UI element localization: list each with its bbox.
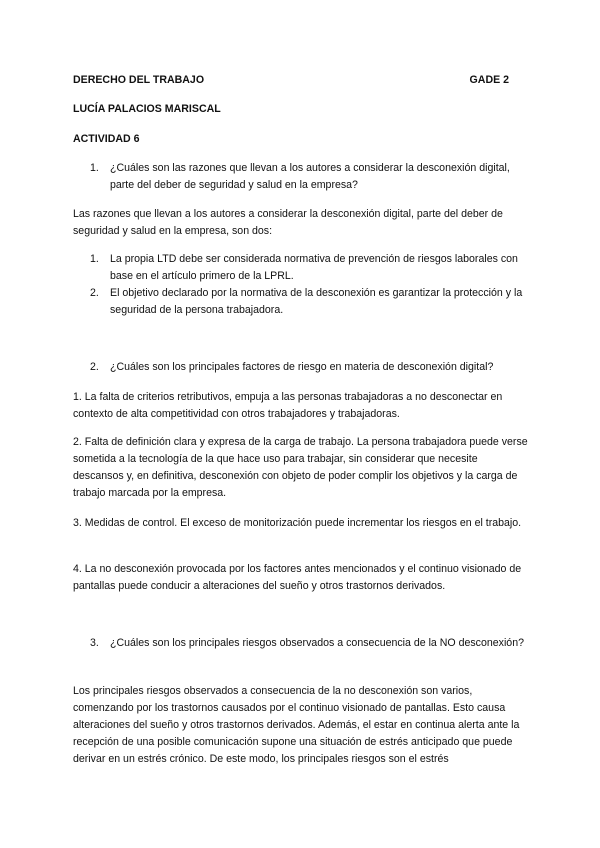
answer-2-paragraph: 1. La falta de criterios retributivos, empuja a las personas trabajadoras a no desconectar en contexto de alta competitividad con otros trabajadores y trabajadoras. <box>73 391 503 420</box>
answer-2-paragraph: 4. La no desconexión provocada por los factores antes mencionados y el continuo visionado de pantallas puede conducir a alteraciones del sueño y otros trastornos derivados. <box>73 563 522 592</box>
group-label: GADE 2 <box>469 74 509 86</box>
subject-title: DERECHO DEL TRABAJO <box>73 74 205 86</box>
question-3-text: ¿Cuáles son los principales riesgos observados a consecuencia de la NO desconexión? <box>110 637 524 649</box>
author-name: LUCÍA PALACIOS MARISCAL <box>73 103 221 115</box>
question-1-text: ¿Cuáles son las razones que llevan a los autores a considerar la desconexión digital, parte del deber de seguridad y salud en la empresa? <box>110 162 510 191</box>
document-header <box>73 72 509 89</box>
question-3-number: 3. <box>90 637 99 649</box>
question-2 <box>73 359 528 376</box>
list-item-number: 2. <box>90 287 99 299</box>
answer-2-paragraph: 3. Medidas de control. El exceso de monitorización puede incrementar los riesgos en el trabajo. <box>73 517 522 529</box>
answer-1-list <box>73 251 528 319</box>
activity-title: ACTIVIDAD 6 <box>73 133 140 145</box>
answer-3-text: Los principales riesgos observados a consecuencia de la no desconexión son varios, comenzando por los trastornos causados por el continuo visionado de pantallas. Esto causa alteraciones del sueño y otros trastornos derivados. Además, el estar en continua alerta ante la recepción de una posible comunicación supone una situación de estrés anticipado que puede derivar en un estrés crónico. De este modo, los principales riesgos son el estrés <box>73 685 520 765</box>
list-item <box>73 285 528 319</box>
question-2-number: 2. <box>90 361 99 373</box>
answer-1-intro: Las razones que llevan a los autores a considerar la desconexión digital, parte del deber de seguridad y salud en la empresa, son dos: <box>73 208 503 237</box>
list-item-text: El objetivo declarado por la normativa de la desconexión es garantizar la protección y la seguridad de la persona trabajadora. <box>110 287 523 316</box>
list-item <box>73 251 528 285</box>
question-2-text: ¿Cuáles son los principales factores de riesgo en materia de desconexión digital? <box>110 361 494 373</box>
question-1-number: 1. <box>90 162 99 174</box>
list-item-number: 1. <box>90 253 99 265</box>
answer-2-paragraph: 2. Falta de definición clara y expresa de la carga de trabajo. La persona trabajadora puede verse sometida a la tecnología de la que hace uso para trabajar, sin considerar que necesite descansos y, en definitiva, desconexión con objeto de poder complir los objetivos y la carga de trabajo marcada por la empresa. <box>73 436 528 499</box>
question-3 <box>73 635 528 652</box>
question-1 <box>73 160 528 194</box>
list-item-text: La propia LTD debe ser considerada normativa de prevención de riesgos laborales con base en el artículo primero de la LPRL. <box>110 253 518 282</box>
